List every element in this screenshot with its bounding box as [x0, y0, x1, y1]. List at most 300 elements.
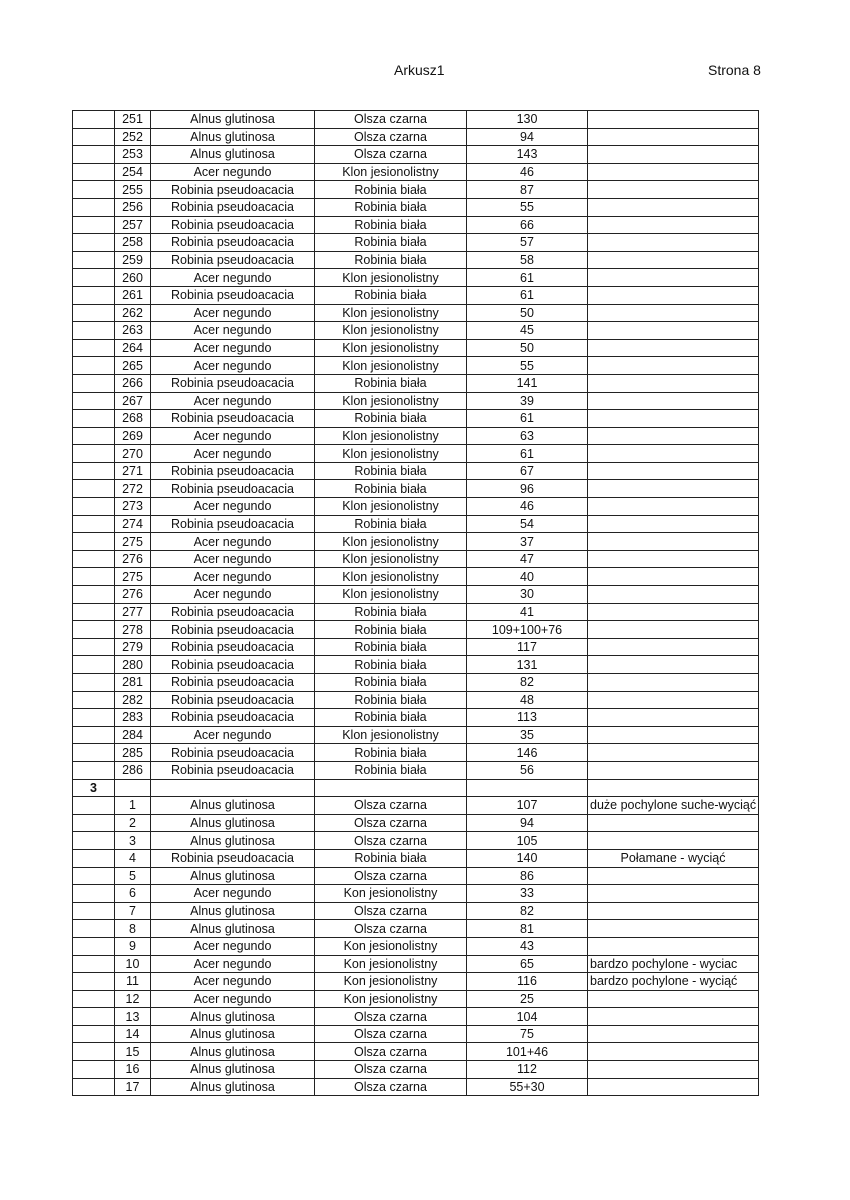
table-row — [73, 656, 759, 674]
table-row — [73, 691, 759, 709]
page-number: Strona 8 — [708, 62, 761, 78]
number-cell: 272 — [115, 480, 151, 498]
latin-name-cell: Robinia pseudoacacia — [151, 198, 315, 216]
latin-name-cell: Acer negundo — [151, 550, 315, 568]
section-cell — [73, 374, 115, 392]
table-row — [73, 216, 759, 234]
section-cell — [73, 744, 115, 762]
polish-name-cell: Olsza czarna — [315, 1078, 467, 1096]
number-cell: 279 — [115, 638, 151, 656]
remarks-cell — [588, 920, 759, 938]
remarks-cell — [588, 603, 759, 621]
circumference-cell: 82 — [467, 902, 588, 920]
number-cell: 253 — [115, 146, 151, 164]
section-cell — [73, 286, 115, 304]
circumference-cell: 116 — [467, 973, 588, 991]
remarks-cell — [588, 269, 759, 287]
polish-name-cell: Olsza czarna — [315, 920, 467, 938]
table-row — [73, 638, 759, 656]
latin-name-cell: Alnus glutinosa — [151, 867, 315, 885]
table-row — [73, 990, 759, 1008]
remarks-cell: bardzo pochylone - wyciac — [588, 955, 759, 973]
section-cell — [73, 691, 115, 709]
circumference-cell: 146 — [467, 744, 588, 762]
latin-name-cell: Alnus glutinosa — [151, 814, 315, 832]
latin-name-cell: Alnus glutinosa — [151, 111, 315, 129]
polish-name-cell: Klon jesionolistny — [315, 586, 467, 604]
section-cell — [73, 973, 115, 991]
remarks-cell — [588, 1078, 759, 1096]
number-cell: 252 — [115, 128, 151, 146]
latin-name-cell: Acer negundo — [151, 885, 315, 903]
polish-name-cell: Klon jesionolistny — [315, 392, 467, 410]
section-cell — [73, 656, 115, 674]
latin-name-cell: Acer negundo — [151, 269, 315, 287]
polish-name-cell: Klon jesionolistny — [315, 339, 467, 357]
latin-name-cell: Acer negundo — [151, 357, 315, 375]
section-cell — [73, 533, 115, 551]
number-cell: 270 — [115, 445, 151, 463]
number-cell: 275 — [115, 568, 151, 586]
polish-name-cell: Kon jesionolistny — [315, 990, 467, 1008]
section-cell — [73, 269, 115, 287]
remarks-cell — [588, 445, 759, 463]
remarks-cell — [588, 1061, 759, 1079]
circumference-cell: 109+100+76 — [467, 621, 588, 639]
section-cell — [73, 761, 115, 779]
table-row — [73, 392, 759, 410]
circumference-cell: 67 — [467, 462, 588, 480]
section-cell — [73, 674, 115, 692]
number-cell: 269 — [115, 427, 151, 445]
remarks-cell — [588, 111, 759, 129]
table-row — [73, 1043, 759, 1061]
polish-name-cell: Robinia biała — [315, 744, 467, 762]
remarks-cell — [588, 181, 759, 199]
circumference-cell: 112 — [467, 1061, 588, 1079]
polish-name-cell: Klon jesionolistny — [315, 498, 467, 516]
table-row — [73, 761, 759, 779]
latin-name-cell: Alnus glutinosa — [151, 797, 315, 815]
circumference-cell: 113 — [467, 709, 588, 727]
polish-name-cell: Olsza czarna — [315, 867, 467, 885]
section-cell — [73, 550, 115, 568]
remarks-cell — [588, 533, 759, 551]
number-cell: 286 — [115, 761, 151, 779]
section-cell — [73, 603, 115, 621]
table-row — [73, 797, 759, 815]
circumference-cell: 55 — [467, 198, 588, 216]
polish-name-cell: Klon jesionolistny — [315, 357, 467, 375]
number-cell: 17 — [115, 1078, 151, 1096]
polish-name-cell: Olsza czarna — [315, 111, 467, 129]
circumference-cell: 140 — [467, 849, 588, 867]
table-row — [73, 1008, 759, 1026]
polish-name-cell: Kon jesionolistny — [315, 937, 467, 955]
table-row — [73, 251, 759, 269]
sheet-name: Arkusz1 — [394, 62, 445, 78]
table-row — [73, 163, 759, 181]
latin-name-cell: Alnus glutinosa — [151, 1043, 315, 1061]
number-cell: 16 — [115, 1061, 151, 1079]
latin-name-cell: Robinia pseudoacacia — [151, 691, 315, 709]
latin-name-cell — [151, 779, 315, 797]
remarks-cell — [588, 902, 759, 920]
circumference-cell: 63 — [467, 427, 588, 445]
circumference-cell: 65 — [467, 955, 588, 973]
section-cell — [73, 515, 115, 533]
polish-name-cell: Robinia biała — [315, 515, 467, 533]
circumference-cell: 61 — [467, 445, 588, 463]
number-cell: 284 — [115, 726, 151, 744]
circumference-cell: 39 — [467, 392, 588, 410]
section-cell — [73, 955, 115, 973]
circumference-cell: 75 — [467, 1025, 588, 1043]
number-cell: 281 — [115, 674, 151, 692]
section-cell — [73, 339, 115, 357]
circumference-cell: 131 — [467, 656, 588, 674]
polish-name-cell: Klon jesionolistny — [315, 163, 467, 181]
number-cell: 261 — [115, 286, 151, 304]
remarks-cell: duże pochylone suche-wyciąć — [588, 797, 759, 815]
circumference-cell: 55 — [467, 357, 588, 375]
section-cell — [73, 814, 115, 832]
remarks-cell — [588, 410, 759, 428]
latin-name-cell: Acer negundo — [151, 937, 315, 955]
number-cell: 278 — [115, 621, 151, 639]
circumference-cell: 55+30 — [467, 1078, 588, 1096]
number-cell: 283 — [115, 709, 151, 727]
section-cell — [73, 163, 115, 181]
section-cell — [73, 1061, 115, 1079]
remarks-cell — [588, 674, 759, 692]
latin-name-cell: Robinia pseudoacacia — [151, 410, 315, 428]
circumference-cell: 107 — [467, 797, 588, 815]
remarks-cell — [588, 251, 759, 269]
section-cell — [73, 902, 115, 920]
section-cell — [73, 427, 115, 445]
latin-name-cell: Acer negundo — [151, 392, 315, 410]
section-cell — [73, 198, 115, 216]
latin-name-cell: Robinia pseudoacacia — [151, 849, 315, 867]
polish-name-cell: Klon jesionolistny — [315, 726, 467, 744]
latin-name-cell: Robinia pseudoacacia — [151, 515, 315, 533]
section-cell — [73, 128, 115, 146]
section-cell — [73, 797, 115, 815]
section-cell — [73, 920, 115, 938]
polish-name-cell — [315, 779, 467, 797]
remarks-cell — [588, 656, 759, 674]
remarks-cell — [588, 779, 759, 797]
polish-name-cell: Robinia biała — [315, 603, 467, 621]
polish-name-cell: Kon jesionolistny — [315, 973, 467, 991]
polish-name-cell: Olsza czarna — [315, 1061, 467, 1079]
remarks-cell — [588, 304, 759, 322]
table-row — [73, 726, 759, 744]
table-row — [73, 445, 759, 463]
polish-name-cell: Robinia biała — [315, 638, 467, 656]
circumference-cell: 104 — [467, 1008, 588, 1026]
polish-name-cell: Robinia biała — [315, 374, 467, 392]
table-row — [73, 533, 759, 551]
polish-name-cell: Olsza czarna — [315, 1043, 467, 1061]
number-cell: 12 — [115, 990, 151, 1008]
remarks-cell — [588, 392, 759, 410]
table-row — [73, 128, 759, 146]
circumference-cell — [467, 779, 588, 797]
remarks-cell — [588, 286, 759, 304]
polish-name-cell: Robinia biała — [315, 761, 467, 779]
remarks-cell — [588, 234, 759, 252]
table-row — [73, 515, 759, 533]
number-cell: 271 — [115, 462, 151, 480]
polish-name-cell: Robinia biała — [315, 480, 467, 498]
section-cell — [73, 1025, 115, 1043]
section-cell — [73, 251, 115, 269]
section-cell — [73, 867, 115, 885]
latin-name-cell: Robinia pseudoacacia — [151, 480, 315, 498]
table-row — [73, 709, 759, 727]
polish-name-cell: Robinia biała — [315, 621, 467, 639]
table-row — [73, 603, 759, 621]
number-cell: 285 — [115, 744, 151, 762]
number-cell: 265 — [115, 357, 151, 375]
remarks-cell — [588, 990, 759, 1008]
remarks-cell — [588, 374, 759, 392]
polish-name-cell: Klon jesionolistny — [315, 533, 467, 551]
latin-name-cell: Alnus glutinosa — [151, 1025, 315, 1043]
section-cell — [73, 586, 115, 604]
remarks-cell — [588, 163, 759, 181]
latin-name-cell: Acer negundo — [151, 586, 315, 604]
latin-name-cell: Robinia pseudoacacia — [151, 656, 315, 674]
table-row — [73, 498, 759, 516]
polish-name-cell: Robinia biała — [315, 691, 467, 709]
polish-name-cell: Klon jesionolistny — [315, 427, 467, 445]
latin-name-cell: Robinia pseudoacacia — [151, 674, 315, 692]
latin-name-cell: Acer negundo — [151, 955, 315, 973]
latin-name-cell: Alnus glutinosa — [151, 1078, 315, 1096]
table-row — [73, 779, 759, 797]
polish-name-cell: Olsza czarna — [315, 128, 467, 146]
circumference-cell: 43 — [467, 937, 588, 955]
section-cell — [73, 234, 115, 252]
section-cell — [73, 146, 115, 164]
circumference-cell: 58 — [467, 251, 588, 269]
table-row — [73, 286, 759, 304]
section-cell — [73, 726, 115, 744]
section-cell — [73, 498, 115, 516]
circumference-cell: 117 — [467, 638, 588, 656]
circumference-cell: 61 — [467, 269, 588, 287]
latin-name-cell: Acer negundo — [151, 990, 315, 1008]
latin-name-cell: Acer negundo — [151, 498, 315, 516]
section-cell — [73, 181, 115, 199]
latin-name-cell: Robinia pseudoacacia — [151, 251, 315, 269]
polish-name-cell: Robinia biała — [315, 234, 467, 252]
section-cell — [73, 357, 115, 375]
polish-name-cell: Robinia biała — [315, 251, 467, 269]
polish-name-cell: Robinia biała — [315, 410, 467, 428]
polish-name-cell: Robinia biała — [315, 198, 467, 216]
remarks-cell — [588, 1043, 759, 1061]
number-cell: 264 — [115, 339, 151, 357]
section-cell — [73, 832, 115, 850]
circumference-cell: 61 — [467, 286, 588, 304]
remarks-cell: Połamane - wyciąć — [588, 849, 759, 867]
polish-name-cell: Olsza czarna — [315, 814, 467, 832]
number-cell: 5 — [115, 867, 151, 885]
circumference-cell: 61 — [467, 410, 588, 428]
circumference-cell: 33 — [467, 885, 588, 903]
latin-name-cell: Acer negundo — [151, 163, 315, 181]
latin-name-cell: Alnus glutinosa — [151, 128, 315, 146]
table-row — [73, 1025, 759, 1043]
circumference-cell: 130 — [467, 111, 588, 129]
number-cell: 258 — [115, 234, 151, 252]
remarks-cell — [588, 867, 759, 885]
remarks-cell — [588, 128, 759, 146]
remarks-cell — [588, 568, 759, 586]
table-body — [73, 111, 759, 1096]
circumference-cell: 82 — [467, 674, 588, 692]
section-cell — [73, 322, 115, 340]
remarks-cell — [588, 480, 759, 498]
remarks-cell — [588, 726, 759, 744]
table-row — [73, 1078, 759, 1096]
section-cell — [73, 990, 115, 1008]
polish-name-cell: Robinia biała — [315, 709, 467, 727]
circumference-cell: 41 — [467, 603, 588, 621]
latin-name-cell: Acer negundo — [151, 427, 315, 445]
polish-name-cell: Olsza czarna — [315, 902, 467, 920]
table-row — [73, 586, 759, 604]
circumference-cell: 50 — [467, 339, 588, 357]
remarks-cell — [588, 832, 759, 850]
section-cell — [73, 392, 115, 410]
polish-name-cell: Olsza czarna — [315, 797, 467, 815]
circumference-cell: 94 — [467, 814, 588, 832]
remarks-cell — [588, 744, 759, 762]
section-cell — [73, 568, 115, 586]
circumference-cell: 143 — [467, 146, 588, 164]
number-cell: 276 — [115, 586, 151, 604]
latin-name-cell: Acer negundo — [151, 726, 315, 744]
polish-name-cell: Klon jesionolistny — [315, 322, 467, 340]
table-row — [73, 462, 759, 480]
table-row — [73, 234, 759, 252]
circumference-cell: 40 — [467, 568, 588, 586]
number-cell: 3 — [115, 832, 151, 850]
circumference-cell: 56 — [467, 761, 588, 779]
table-row — [73, 181, 759, 199]
latin-name-cell: Acer negundo — [151, 339, 315, 357]
remarks-cell — [588, 814, 759, 832]
latin-name-cell: Robinia pseudoacacia — [151, 638, 315, 656]
circumference-cell: 45 — [467, 322, 588, 340]
circumference-cell: 50 — [467, 304, 588, 322]
number-cell: 11 — [115, 973, 151, 991]
circumference-cell: 66 — [467, 216, 588, 234]
remarks-cell — [588, 339, 759, 357]
section-cell — [73, 638, 115, 656]
table-row — [73, 427, 759, 445]
table-row — [73, 744, 759, 762]
table-row — [73, 322, 759, 340]
polish-name-cell: Klon jesionolistny — [315, 568, 467, 586]
remarks-cell — [588, 621, 759, 639]
latin-name-cell: Robinia pseudoacacia — [151, 744, 315, 762]
latin-name-cell: Acer negundo — [151, 533, 315, 551]
table-row — [73, 374, 759, 392]
remarks-cell — [588, 709, 759, 727]
section-cell — [73, 885, 115, 903]
number-cell: 277 — [115, 603, 151, 621]
number-cell: 14 — [115, 1025, 151, 1043]
latin-name-cell: Alnus glutinosa — [151, 1008, 315, 1026]
section-cell — [73, 1043, 115, 1061]
number-cell: 4 — [115, 849, 151, 867]
remarks-cell — [588, 885, 759, 903]
remarks-cell — [588, 498, 759, 516]
polish-name-cell: Robinia biała — [315, 286, 467, 304]
table-row — [73, 920, 759, 938]
remarks-cell — [588, 638, 759, 656]
polish-name-cell: Olsza czarna — [315, 832, 467, 850]
number-cell: 282 — [115, 691, 151, 709]
polish-name-cell: Robinia biała — [315, 674, 467, 692]
polish-name-cell: Robinia biała — [315, 462, 467, 480]
latin-name-cell: Robinia pseudoacacia — [151, 709, 315, 727]
number-cell: 7 — [115, 902, 151, 920]
table-row — [73, 410, 759, 428]
latin-name-cell: Robinia pseudoacacia — [151, 603, 315, 621]
section-cell — [73, 216, 115, 234]
latin-name-cell: Alnus glutinosa — [151, 902, 315, 920]
circumference-cell: 81 — [467, 920, 588, 938]
circumference-cell: 48 — [467, 691, 588, 709]
number-cell: 256 — [115, 198, 151, 216]
polish-name-cell: Kon jesionolistny — [315, 885, 467, 903]
number-cell: 263 — [115, 322, 151, 340]
remarks-cell — [588, 550, 759, 568]
number-cell: 255 — [115, 181, 151, 199]
circumference-cell: 46 — [467, 163, 588, 181]
circumference-cell: 35 — [467, 726, 588, 744]
remarks-cell — [588, 427, 759, 445]
table-row — [73, 867, 759, 885]
number-cell: 262 — [115, 304, 151, 322]
polish-name-cell: Olsza czarna — [315, 1008, 467, 1026]
section-cell — [73, 445, 115, 463]
latin-name-cell: Robinia pseudoacacia — [151, 462, 315, 480]
polish-name-cell: Kon jesionolistny — [315, 955, 467, 973]
circumference-cell: 105 — [467, 832, 588, 850]
latin-name-cell: Robinia pseudoacacia — [151, 374, 315, 392]
table-row — [73, 814, 759, 832]
table-row — [73, 674, 759, 692]
table-row — [73, 111, 759, 129]
polish-name-cell: Klon jesionolistny — [315, 445, 467, 463]
section-cell — [73, 480, 115, 498]
remarks-cell — [588, 691, 759, 709]
circumference-cell: 86 — [467, 867, 588, 885]
remarks-cell — [588, 761, 759, 779]
number-cell: 266 — [115, 374, 151, 392]
circumference-cell: 37 — [467, 533, 588, 551]
number-cell: 9 — [115, 937, 151, 955]
polish-name-cell: Robinia biała — [315, 216, 467, 234]
